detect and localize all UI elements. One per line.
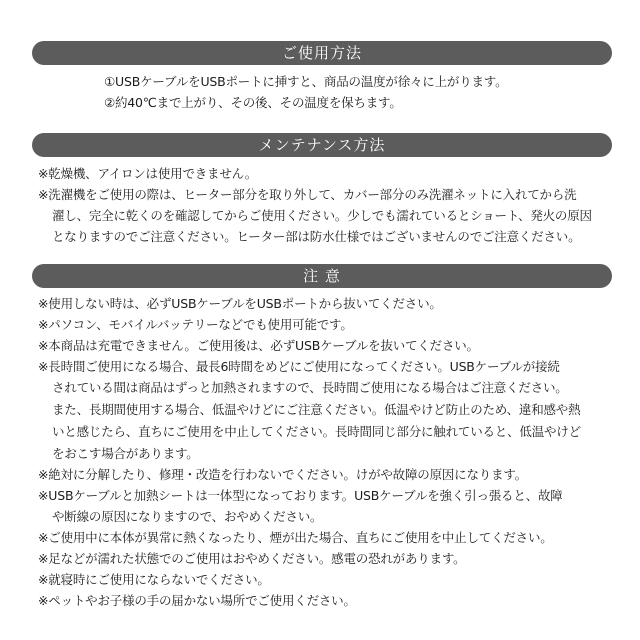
maintenance-note-washing: ※洗濯機をご使用の際は、ヒーター部分を取り外して、カバー部分のみ洗濯ネットに入れてから洗 bbox=[38, 187, 577, 202]
caution-note: ※就寝時にご使用にならないでください。 bbox=[38, 572, 270, 587]
usage-section-header: ご使用方法 bbox=[32, 41, 612, 65]
caution-note: ※使用しない時は、必ずUSBケーブルをUSBポートから抜いてください。 bbox=[38, 296, 442, 311]
caution-note: ※絶対に分解したり、修理・改造を行わないでください。けがや故障の原因になります。 bbox=[38, 467, 527, 482]
maintenance-note-washing-cont: となりますのでご注意ください。ヒーター部は防水仕様ではございませんのでご注意ください。 bbox=[52, 229, 581, 244]
usage-step-1: ①USBケーブルをUSBポートに挿すと、商品の温度が徐々に上がります。 bbox=[104, 74, 508, 89]
caution-note-cont: また、長期間使用する場合、低温やけどにご注意ください。低温やけど防止のため、違和感や熱 bbox=[52, 402, 581, 417]
caution-note: ※ご使用中に本体が異常に熱くなったり、煙が出た場合、直ちにご使用を中止してください。 bbox=[38, 530, 553, 545]
caution-note-cont: や断線の原因になりますので、おやめください。 bbox=[52, 509, 323, 524]
caution-note-cont: をおこす場合があります。 bbox=[52, 446, 199, 461]
maintenance-note-washing-cont: 濯し、完全に乾くのを確認してからご使用ください。少しでも濡れているとショート、発火の原因 bbox=[52, 208, 592, 223]
maintenance-note-dryer: ※乾燥機、アイロンは使用できません。 bbox=[38, 166, 257, 181]
caution-note: ※パソコン、モバイルバッテリーなどでも使用可能です。 bbox=[38, 317, 353, 332]
caution-section-header: 注 意 bbox=[32, 264, 612, 288]
caution-note: ※長時間ご使用になる場合、最長6時間をめどにご使用になってください。USBケーブルが接続 bbox=[38, 359, 560, 374]
caution-note: ※USBケーブルと加熱シートは一体型になっております。USBケーブルを強く引っ張ると、故障 bbox=[38, 488, 563, 503]
caution-note-cont: されている間は商品はずっと加熱されますので、長時間ご使用になる場合はご注意ください。 bbox=[52, 380, 568, 395]
caution-note: ※ペットやお子様の手の届かない場所でご使用ください。 bbox=[38, 593, 356, 608]
caution-note: ※足などが濡れた状態でのご使用はおやめください。感電の恐れがあります。 bbox=[38, 551, 466, 566]
maintenance-section-header: メンテナンス方法 bbox=[32, 133, 612, 157]
caution-note-cont: いと感じたら、直ちにご使用を中止してください。長時間同じ部分に触れていると、低温やけど bbox=[52, 424, 581, 439]
caution-note: ※本商品は充電できません。ご使用後は、必ずUSBケーブルを抜いてください。 bbox=[38, 338, 479, 353]
usage-step-2: ②約40℃まで上がり、その後、その温度を保ちます。 bbox=[104, 95, 402, 110]
